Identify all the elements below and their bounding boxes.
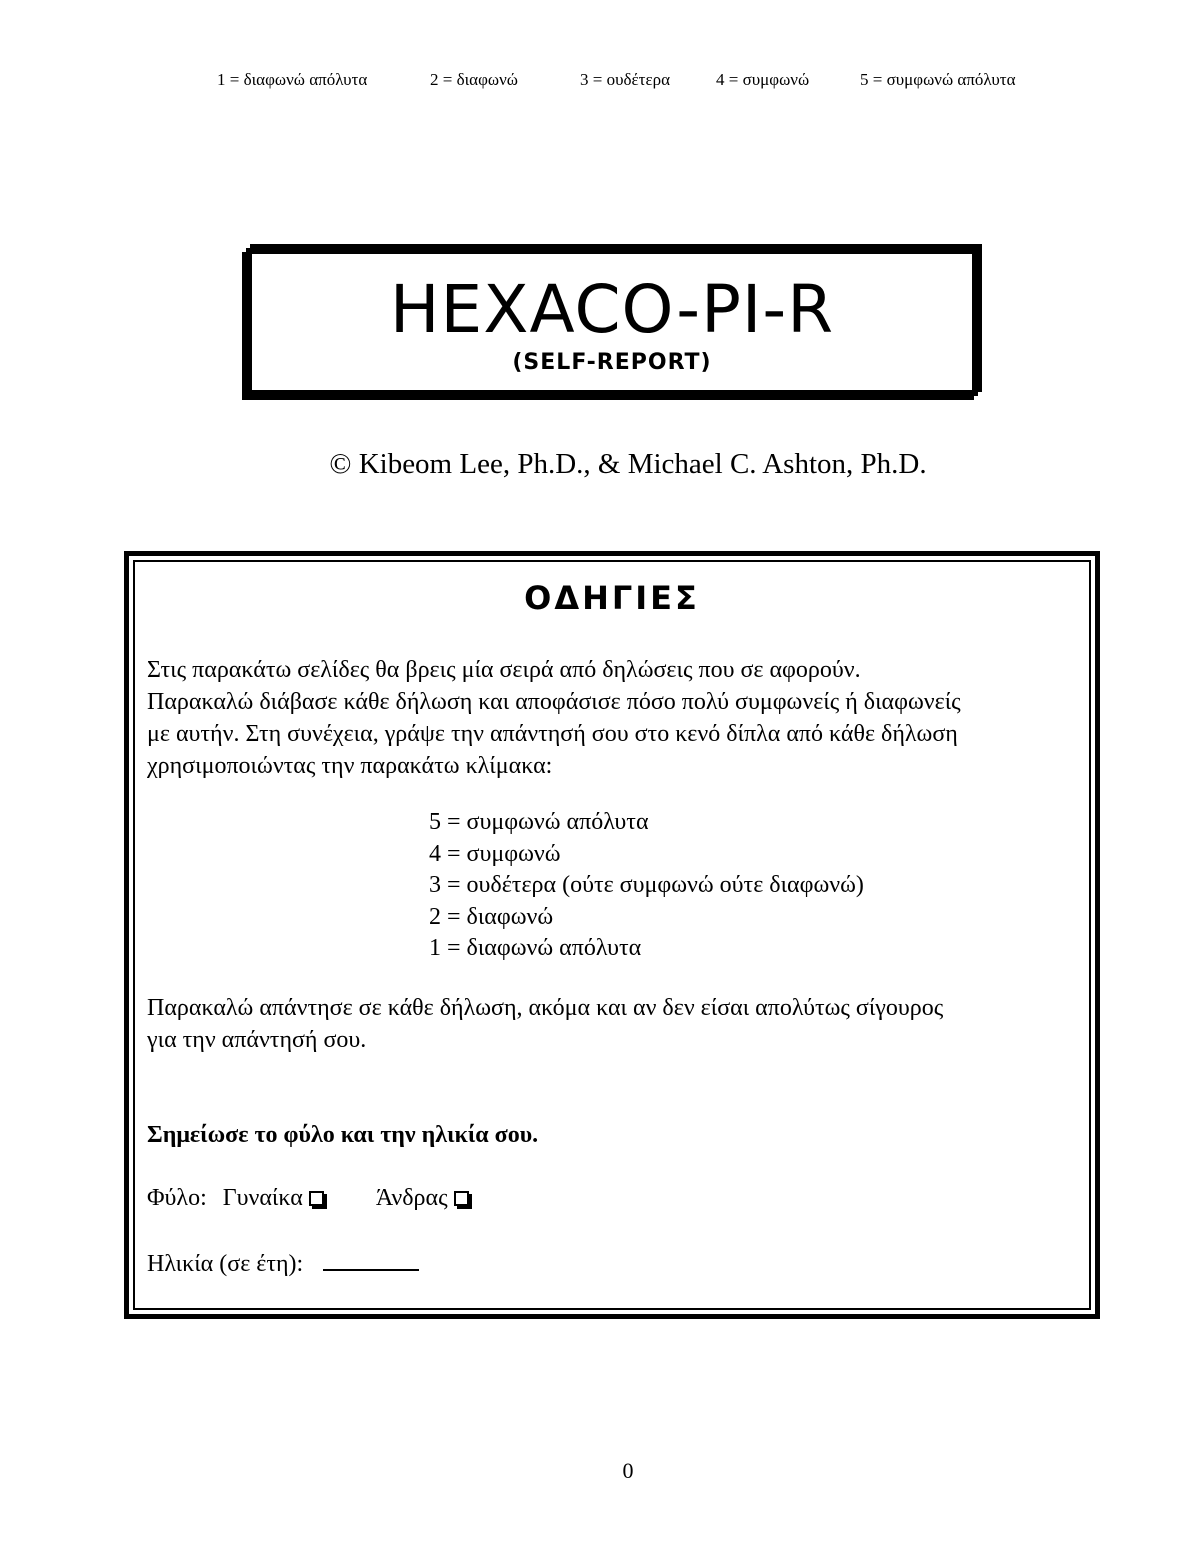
scale-legend-item: 3 = ουδέτερα — [580, 70, 671, 89]
scale-item: 5 = συμφωνώ απόλυτα — [429, 809, 649, 835]
title-box — [246, 248, 978, 396]
copyright-line: © Kibeom Lee, Ph.D., & Michael C. Ashton, Ph.D. — [329, 448, 927, 480]
instructions-line: Στις παρακάτω σελίδες θα βρεις μία σειρά από δηλώσεις που σε αφορούν. — [147, 657, 861, 683]
page-number: 0 — [622, 1458, 634, 1483]
instructions-line: με αυτήν. Στη συνέχεια, γράψε την απάντησή σου στο κενό δίπλα από κάθε δήλωση — [147, 721, 958, 747]
instructions-line: για την απάντησή σου. — [147, 1027, 367, 1053]
age-blank-field[interactable] — [323, 1245, 419, 1271]
scale-item: 3 = ουδέτερα (ούτε συμφωνώ ούτε διαφωνώ) — [429, 872, 864, 898]
instructions-line: χρησιμοποιώντας την παρακάτω κλίμακα: — [147, 753, 553, 779]
document-title: HEXACO-PI-R — [389, 271, 835, 348]
female-checkbox[interactable] — [309, 1191, 324, 1206]
rating-scale-list — [429, 807, 864, 965]
scale-legend — [0, 70, 1200, 96]
gender-label: Φύλο: — [147, 1185, 207, 1211]
document-subtitle: (SELF-REPORT) — [512, 350, 712, 375]
scale-item: 2 = διαφωνώ — [429, 903, 554, 930]
scale-legend-item: 1 = διαφωνώ απόλυτα — [217, 70, 368, 89]
instructions-heading: ΟΔΗΓΙΕΣ — [524, 579, 700, 617]
gender-row — [147, 1182, 1097, 1214]
male-checkbox[interactable] — [454, 1191, 469, 1206]
gender-age-note: Σημείωσε το φύλο και την ηλικία σου. — [147, 1122, 539, 1148]
female-option-label: Γυναίκα — [222, 1185, 303, 1211]
male-option-label: Άνδρας — [375, 1185, 448, 1211]
scale-legend-item: 5 = συμφωνώ απόλυτα — [860, 70, 1016, 89]
scale-legend-item: 4 = συμφωνώ — [716, 70, 810, 89]
age-row — [147, 1245, 1097, 1280]
instructions-line: Παρακαλώ διάβασε κάθε δήλωση και αποφάσισε πόσο πολύ συμφωνείς ή διαφωνείς — [147, 689, 961, 715]
scale-legend-item: 2 = διαφωνώ — [430, 70, 518, 89]
instructions-line: Παρακαλώ απάντησε σε κάθε δήλωση, ακόμα και αν δεν είσαι απολύτως σίγουρος — [147, 995, 944, 1021]
age-label: Ηλικία (σε έτη): — [147, 1251, 304, 1277]
answer-instructions — [147, 992, 1097, 1056]
scale-item: 1 = διαφωνώ απόλυτα — [429, 935, 642, 961]
instructions-paragraph — [147, 654, 1097, 782]
instructions-box — [124, 551, 1100, 1319]
scale-item: 4 = συμφωνώ — [429, 840, 561, 867]
